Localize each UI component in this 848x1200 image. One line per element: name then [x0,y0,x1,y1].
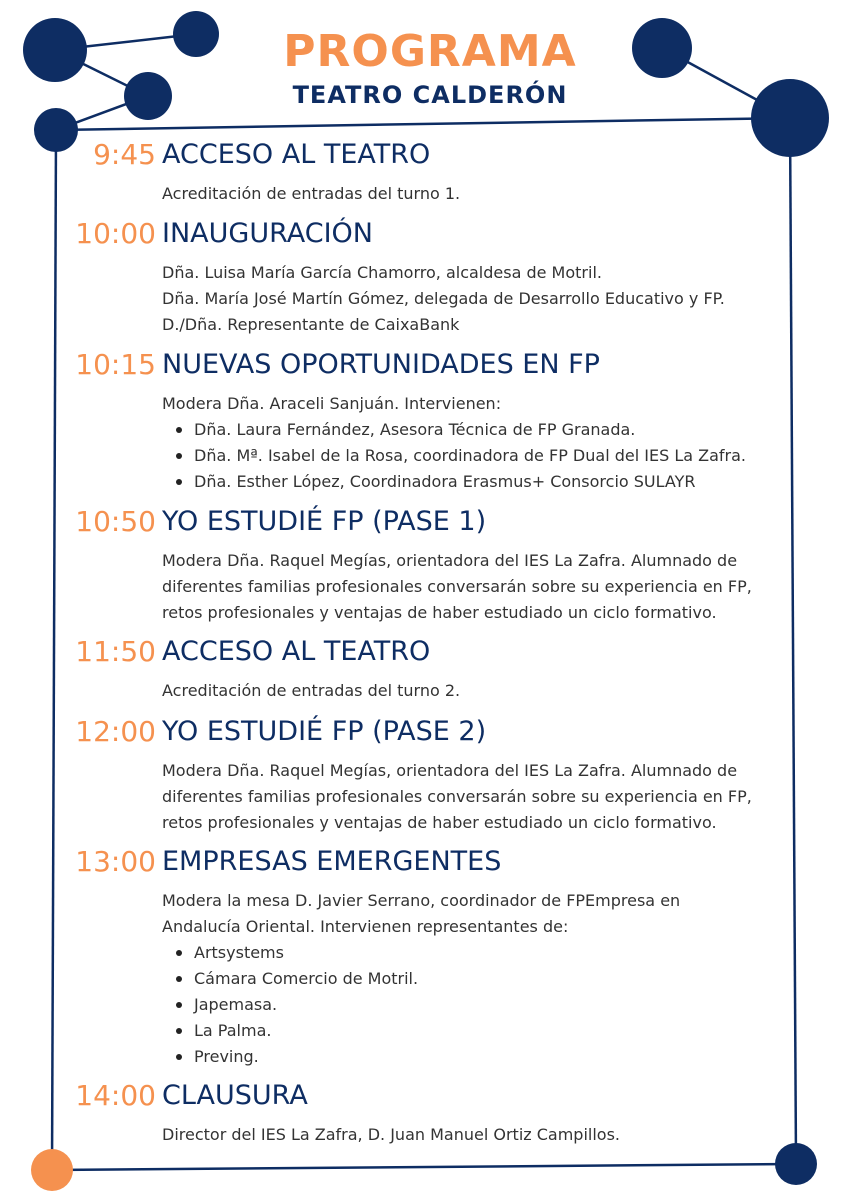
page-title: PROGRAMA [283,26,577,77]
description-line: Acreditación de entradas del turno 2. [162,681,461,700]
description-line: Acreditación de entradas del turno 1. [162,184,461,203]
network-node-circle [173,11,219,57]
network-node-circle [23,18,87,82]
list-item: Cámara Comercio de Motril. [176,966,802,992]
description-line: retos profesionales y ventajas de haber estudiado un ciclo formativo. [162,603,717,622]
schedule-description [162,260,802,338]
schedule-title: YO ESTUDIÉ FP (PASE 2) [162,716,487,747]
list-item: Japemasa. [176,992,802,1018]
schedule-time: 10:15 [75,348,156,381]
schedule-description [162,758,802,836]
list-item: Artsystems [176,940,802,966]
list-item: Dña. Esther López, Coordinadora Erasmus+ Consorcio SULAYR [176,469,802,495]
description-line: diferentes familias profesionales conversarán sobre su experiencia en FP, [162,577,752,596]
description-line: Director del IES La Zafra, D. Juan Manuel Ortiz Campillos. [162,1125,621,1144]
schedule-title: CLAUSURA [162,1080,308,1111]
schedule-time: 9:45 [93,138,156,171]
schedule-description [162,678,802,704]
speaker-list [162,417,802,495]
schedule-description [162,181,802,207]
network-node-circle [124,72,172,120]
schedule-title: YO ESTUDIÉ FP (PASE 1) [162,506,487,537]
schedule-description [162,548,802,626]
schedule-description [162,391,802,495]
schedule-time: 13:00 [75,845,156,878]
schedule-time: 14:00 [75,1079,156,1112]
network-node-circle [775,1143,817,1185]
schedule-title: ACCESO AL TEATRO [162,636,431,667]
description-line: Modera Dña. Raquel Megías, orientadora del IES La Zafra. Alumnado de [162,761,738,780]
schedule-description [162,1122,802,1148]
description-line: Dña. María José Martín Gómez, delegada de Desarrollo Educativo y FP. [162,289,725,308]
description-line: Dña. Luisa María García Chamorro, alcaldesa de Motril. [162,263,602,282]
schedule-time: 11:50 [75,635,156,668]
schedule-title: EMPRESAS EMERGENTES [162,846,502,877]
description-line: Modera Dña. Raquel Megías, orientadora del IES La Zafra. Alumnado de [162,551,738,570]
description-line: D./Dña. Representante de CaixaBank [162,315,460,334]
description-line: Modera Dña. Araceli Sanjuán. Intervienen: [162,394,502,413]
description-line: Andalucía Oriental. Intervienen representantes de: [162,917,569,936]
schedule-time: 12:00 [75,715,156,748]
schedule-title: ACCESO AL TEATRO [162,139,431,170]
venue-subtitle: TEATRO CALDERÓN [292,81,568,109]
company-list [162,940,802,1070]
schedule-title: INAUGURACIÓN [162,218,374,249]
network-node-circle [31,1149,73,1191]
description-line: retos profesionales y ventajas de haber estudiado un ciclo formativo. [162,813,717,832]
list-item: La Palma. [176,1018,802,1044]
list-item: Preving. [176,1044,802,1070]
description-line: diferentes familias profesionales conversarán sobre su experiencia en FP, [162,787,752,806]
list-item: Dña. Laura Fernández, Asesora Técnica de FP Granada. [176,417,802,443]
schedule-title: NUEVAS OPORTUNIDADES EN FP [162,349,600,380]
schedule-time: 10:00 [75,217,156,250]
description-line: Modera la mesa D. Javier Serrano, coordinador de FPEmpresa en [162,891,681,910]
schedule-description [162,888,802,1070]
list-item: Dña. Mª. Isabel de la Rosa, coordinadora de FP Dual del IES La Zafra. [176,443,802,469]
schedule-time: 10:50 [75,505,156,538]
network-node-circle [632,18,692,78]
